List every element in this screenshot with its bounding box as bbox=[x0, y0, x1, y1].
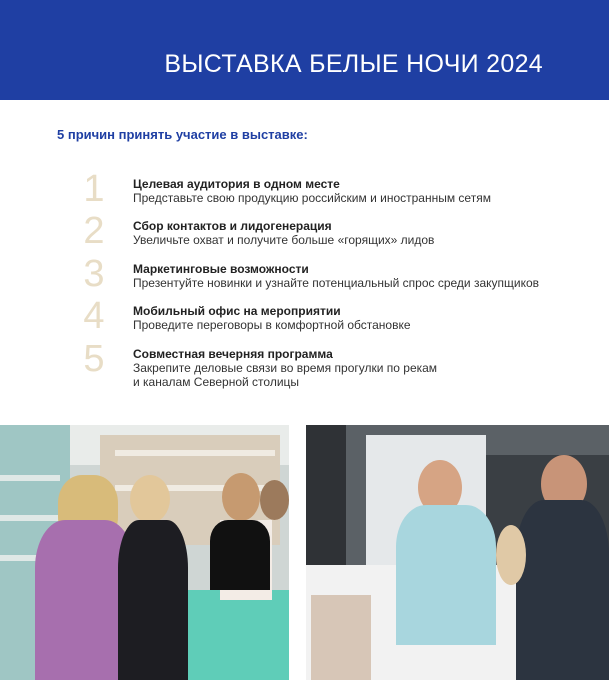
reason-text: Закрепите деловые связи во время прогулки по рекам и каналам Северной столицы bbox=[133, 361, 438, 389]
reason-item bbox=[80, 253, 580, 306]
reason-number: 3 bbox=[83, 253, 105, 295]
header-banner bbox=[0, 0, 609, 100]
exhibition-booth-women-photo bbox=[0, 425, 289, 680]
reason-number: 4 bbox=[83, 295, 105, 337]
reason-title: Сбор контактов и лидогенерация bbox=[133, 219, 332, 233]
reason-item bbox=[80, 168, 580, 221]
reason-text: Презентуйте новинки и узнайте потенциальный спрос среди закупщиков bbox=[133, 276, 540, 290]
reason-text: Проведите переговоры в комфортной обстановке bbox=[133, 318, 411, 332]
reason-item bbox=[80, 295, 580, 348]
reason-item bbox=[80, 210, 580, 263]
exhibition-booth-men-photo bbox=[306, 425, 609, 680]
reason-number: 5 bbox=[83, 338, 105, 380]
intro-heading: 5 причин принять участие в выставке: bbox=[57, 127, 308, 142]
reason-number: 1 bbox=[83, 168, 105, 210]
reason-number: 2 bbox=[83, 210, 105, 252]
reason-title: Мобильный офис на мероприятии bbox=[133, 304, 341, 318]
reason-title: Целевая аудитория в одном месте bbox=[133, 177, 340, 191]
reason-title: Совместная вечерняя программа bbox=[133, 347, 333, 361]
reason-item bbox=[80, 338, 580, 391]
reason-text: Представьте свою продукцию российским и иностранным сетям bbox=[133, 191, 491, 205]
reason-title: Маркетинговые возможности bbox=[133, 262, 309, 276]
reason-text: Увеличьте охват и получите больше «горящих» лидов bbox=[133, 233, 435, 247]
page-title: ВЫСТАВКА БЕЛЫЕ НОЧИ 2024 bbox=[164, 50, 543, 78]
